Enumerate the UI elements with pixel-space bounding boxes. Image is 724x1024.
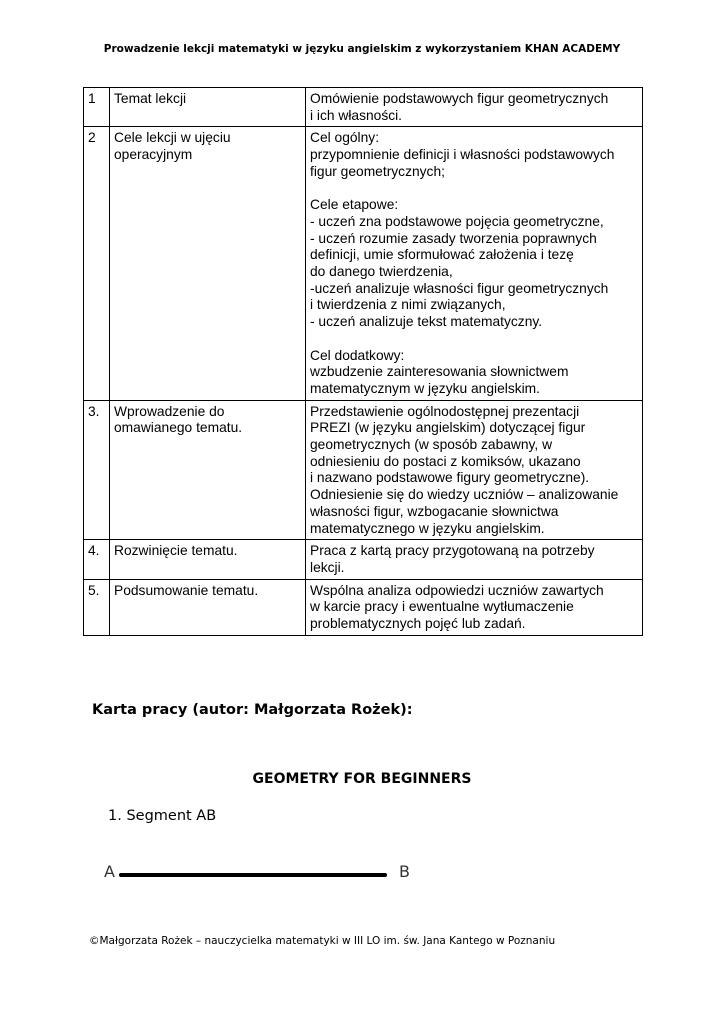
row-content-line: Praca z kartą pracy przygotowaną na potrzeby [310, 543, 595, 559]
row-content-line: problematycznych pojęć lub zadań. [310, 616, 526, 632]
row-content-line: lekcji. [310, 559, 345, 575]
exercise-1-title: 1. Segment AB [108, 808, 217, 824]
row-number: 5. [84, 579, 110, 635]
row-content-line: przypomnienie definicji i własności podstawowych [310, 147, 615, 163]
row-content-line: i twierdzenia z nimi związanych, [310, 297, 506, 313]
table-row [84, 579, 643, 635]
worksheet-title: GEOMETRY FOR BEGINNERS [252, 771, 472, 787]
row-topic-line: omawianego tematu. [114, 420, 243, 436]
row-content-line: - uczeń analizuje tekst matematyczny. [310, 314, 543, 330]
row-topic-line: Podsumowanie tematu. [114, 582, 259, 598]
row-content [306, 540, 643, 579]
row-content-line: PREZI (w języku angielskim) dotyczącej figur [310, 420, 586, 436]
segment-endpoint-b: B [399, 862, 410, 881]
row-number: 3. [84, 400, 110, 540]
row-content-line: Cele etapowe: [310, 197, 399, 213]
row-content-line: matematycznego w języku angielskim. [310, 520, 545, 536]
row-number: 4. [84, 540, 110, 579]
row-topic-line: Wprowadzenie do [114, 403, 225, 419]
row-content-line: matematycznym w języku angielskim. [310, 380, 541, 396]
row-content-line: odniesieniu do postaci z komiksów, ukazano [310, 453, 581, 469]
row-content-line: własności figur, wzbogacanie słownictwa [310, 503, 559, 519]
segment-endpoint-a: A [104, 862, 115, 881]
worksheet-section-title: Karta pracy (autor: Małgorzata Rożek): [92, 702, 413, 718]
row-content [306, 88, 643, 127]
row-content-line: - uczeń zna podstawowe pojęcia geometryczne, [310, 213, 604, 229]
table-row [84, 127, 643, 400]
row-topic-line: Rozwinięcie tematu. [114, 543, 238, 559]
lesson-plan-table [83, 87, 643, 636]
row-content-line: definicji, umie sformułować założenia i tezę [310, 247, 574, 263]
row-topic [110, 400, 306, 540]
row-topic [110, 127, 306, 400]
row-content [306, 579, 643, 635]
row-topic-line: Cele lekcji w ujęciu [114, 130, 231, 146]
row-topic [110, 540, 306, 579]
row-content-line: Cel ogólny: [310, 130, 380, 146]
table-row [84, 540, 643, 579]
row-number: 2 [84, 127, 110, 400]
row-topic-line: operacyjnym [114, 147, 193, 163]
table-row [84, 88, 643, 127]
table-row [84, 400, 643, 540]
row-content [306, 127, 643, 400]
row-content-line: Cel dodatkowy: [310, 347, 405, 363]
row-content-line: Odniesienie się do wiedzy uczniów – analizowanie [310, 487, 619, 503]
row-topic [110, 88, 306, 127]
row-content [306, 400, 643, 540]
page-header: Prowadzenie lekcji matematyki w języku angielskim z wykorzystaniem KHAN ACADEMY [103, 43, 621, 55]
page-footer: ©Małgorzata Rożek – nauczycielka matematyki w III LO im. św. Jana Kantego w Poznaniu [89, 935, 556, 947]
row-content-line: do danego twierdzenia, [310, 264, 453, 280]
row-content-line: wzbudzenie zainteresowania słownictwem [310, 364, 569, 380]
row-content-line: geometrycznych (w sposób zabawny, w [310, 437, 553, 453]
row-topic-line: Temat lekcji [114, 91, 187, 106]
row-number: 1 [84, 88, 110, 127]
row-topic [110, 579, 306, 635]
row-content-line: i nazwano podstawowe figury geometryczne). [310, 470, 590, 486]
row-content-line: Omówienie podstawowych figur geometrycznych [310, 91, 609, 106]
row-content-line: figur geometrycznych; [310, 163, 445, 179]
row-content-line: - uczeń rozumie zasady tworzenia poprawnych [310, 230, 597, 246]
row-content-line: i ich własności. [310, 107, 403, 123]
segment-ab-line [119, 873, 387, 877]
row-content-line: w karcie pracy i ewentualne wytłumaczenie [310, 599, 574, 615]
row-content-line: Przedstawienie ogólnodostępnej prezentacji [310, 403, 580, 419]
row-content-line: Wspólna analiza odpowiedzi uczniów zawartych [310, 582, 604, 598]
row-content-line: -uczeń analizuje własności figur geometrycznych [310, 280, 609, 296]
